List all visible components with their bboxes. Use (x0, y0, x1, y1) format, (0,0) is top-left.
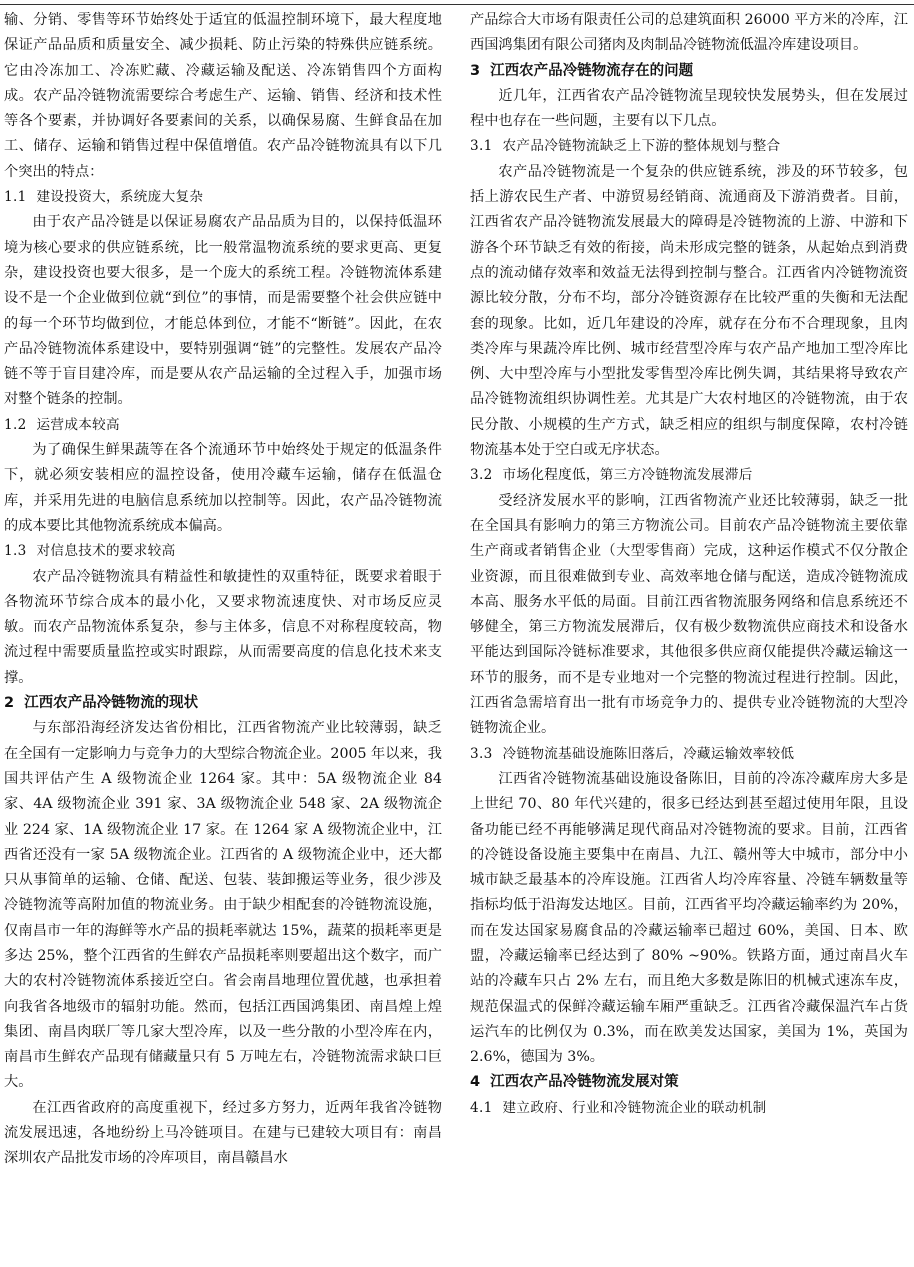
subsection-heading (470, 134, 908, 159)
heading-number: 3.1 (470, 138, 493, 155)
heading-text: 运营成本较高 (36, 416, 120, 433)
heading-number: 1.2 (4, 416, 27, 433)
heading-text: 冷链物流基础设施陈旧落后，冷藏运输效率较低 (502, 745, 795, 762)
heading-text: 建设投资大，系统庞大复杂 (36, 189, 204, 206)
heading-number: 1.1 (4, 189, 27, 206)
left-column (4, 8, 442, 1172)
heading-text: 江西农产品冷链物流存在的问题 (490, 62, 694, 79)
body-paragraph: 与东部沿海经济发达省份相比，江西省物流产业比较薄弱，缺乏在全国有一定影响力与竞争力的大型综合物流企业。2005 年以来，我国共评估产生 A 级物流企业 1264 家。其中：5A 级物流企业 84 家、4A 级物流企业 391 家、3A 级物流企业 548 家、2A 级物流企业 224 家、1A 级物流企业 17 家。在 1264 家 A 级物流企业中，江西省还没有一家 5A 级物流企业。江西省的 A 级物流企业中，还大都只从事简单的运输、仓储、配送、包装、装卸搬运等业务，很少涉及冷链物流等高附加值的物流业务。由于缺少相配套的冷链物流设施，仅南昌市一年的海鲜等水产品的损耗率就达 15%，蔬菜的损耗率更是多达 25%，整个江西省的生鲜农产品损耗率则要超出这个数字，而广大的农村冷链物流体系接近空白。省会南昌地理位置优越，也承担着向我省各地级市的辐射功能。然而，包括江西国鸿集团、南昌煌上煌集团、南昌肉联厂等几家大型冷库，以及一些分散的小型冷库在内，南昌市生鲜农产品现有储藏量只有 5 万吨左右，冷链物流需求缺口巨大。 (4, 720, 442, 1091)
heading-number: 3 (470, 62, 481, 79)
header-rule (0, 0, 914, 5)
body-paragraph: 产品综合大市场有限责任公司的总建筑面积 26000 平方米的冷库，江西国鸿集团有限公司猪肉及肉制品冷链物流低温冷库建设项目。 (470, 12, 908, 54)
heading-number: 4 (470, 1074, 481, 1091)
heading-text: 市场化程度低，第三方冷链物流发展滞后 (502, 467, 753, 484)
body-paragraph: 输、分销、零售等环节始终处于适宜的低温控制环境下，最大程度地保证产品品质和质量安全、减少损耗、防止污染的特殊供应链系统。它由冷冻加工、冷冻贮藏、冷藏运输及配送、冷冻销售四个方面构成。农产品冷链物流需要综合考虑生产、运输、销售、经济和技术性等各个要素，并协调好各要素间的关系，以确保易腐、生鲜食品在加工、储存、运输和销售过程中保值增值。农产品冷链物流具有以下几个突出的特点： (4, 12, 442, 180)
subsection-heading (470, 742, 908, 767)
heading-number: 3.2 (470, 467, 493, 484)
heading-text: 建立政府、行业和冷链物流企业的联动机制 (502, 1099, 767, 1116)
section-heading (4, 691, 442, 716)
section-heading (470, 1070, 908, 1095)
body-paragraph: 近几年，江西省农产品冷链物流呈现较快发展势头，但在发展过程中也存在一些问题，主要有以下几点。 (470, 87, 908, 130)
heading-number: 4.1 (470, 1099, 493, 1116)
heading-text: 江西农产品冷链物流发展对策 (490, 1074, 679, 1091)
subsection-heading (4, 185, 442, 210)
body-paragraph: 由于农产品冷链是以保证易腐农产品品质为目的，以保持低温环境为核心要求的供应链系统，比一般常温物流系统的要求更高、更复杂，建设投资也要大很多，是一个庞大的系统工程。冷链物流体系建设不是一个企业做到位就“到位”的事情，而是需要整个社会供应链中的每一个环节均做到位，才能总体到位，才能不“断链”。因此，在农产品冷链物流体系建设中，要特别强调“链”的完整性。发展农产品冷链不等于盲目建冷库，而是要从农产品运输的全过程入手，加强市场对整个链条的控制。 (4, 214, 442, 408)
subsection-heading (470, 1096, 908, 1121)
body-paragraph: 农产品冷链物流是一个复杂的供应链系统，涉及的环节较多，包括上游农民生产者、中游贸易经销商、流通商及下游消费者。目前，江西省农产品冷链物流发展最大的障碍是冷链物流的上游、中游和下游各个环节缺乏有效的衔接，尚未形成完整的链条，从起始点到消费点的流动储存效率和效益无法得到控制与整合。江西省内冷链物流资源比较分散，分布不均，部分冷链资源存在比较严重的失衡和无法配套的现象。比如，近几年建设的冷库，就存在分布不合理现象，且肉类冷库与果蔬冷库比例、城市经营型冷库与农产品产地加工型冷库比例、大中型冷库与小型批发零售型冷库比例失调，其结果将导致农产品冷链物流组织协调性差。尤其是广大农村地区的冷链物流，由于农民分散、小规模的生产方式，缺乏相应的组织与制度保障，农村冷链物流基本处于空白或无序状态。 (470, 163, 908, 459)
heading-text: 江西农产品冷链物流的现状 (24, 695, 199, 712)
body-paragraph: 农产品冷链物流具有精益性和敏捷性的双重特征，既要求着眼于各物流环节综合成本的最小化，又要求物流速度快、对市场反应灵敏。而农产品物流体系复杂，参与主体多，信息不对称程度较高，物流过程中需要质量监控或实时跟踪，从而需要高度的信息化技术来支撑。 (4, 568, 442, 686)
section-heading (470, 59, 908, 84)
subsection-heading (4, 413, 442, 438)
body-paragraph: 江西省冷链物流基础设施设备陈旧，目前的冷冻冷藏库房大多是上世纪 70、80 年代兴建的，很多已经达到甚至超过使用年限，且设备功能已经不再能够满足现代商品对冷链物流的要求。目前，江西省的冷链设备设施主要集中在南昌、九江、赣州等大中城市，部分中小城市缺乏最基本的冷库设施。江西省人均冷库容量、冷链车辆数量等指标均低于沿海发达地区。目前，江西省平均冷藏运输率约为 20%，而在发达国家易腐食品的冷藏运输率已超过 60%，美国、日本、欧盟，冷藏运输率已经达到了 80% ~90%。铁路方面，通过南昌火车站的冷藏车只占 2% 左右，而且绝大多数是陈旧的机械式速冻车皮，规范保温式的保鲜冷藏运输车厢严重缺乏。江西省冷藏保温汽车占货运汽车的比例仅为 0.3%，而在欧美发达国家，美国为 1%，英国为 2.6%，德国为 3%。 (470, 770, 908, 1066)
subsection-heading (470, 463, 908, 488)
heading-text: 农产品冷链物流缺乏上下游的整体规划与整合 (502, 138, 781, 155)
heading-text: 对信息技术的要求较高 (36, 543, 176, 560)
body-paragraph: 为了确保生鲜果蔬等在各个流通环节中始终处于规定的低温条件下，就必须安装相应的温控设备，使用冷藏车运输，储存在低温仓库，并采用先进的电脑信息系统加以控制等。因此，农产品冷链物流的成本要比其他物流系统成本偏高。 (4, 442, 442, 534)
body-paragraph: 受经济发展水平的影响，江西省物流产业还比较薄弱，缺乏一批在全国具有影响力的第三方物流公司。目前农产品冷链物流主要依靠生产商或者销售企业（大型零售商）完成，这种运作模式不仅分散企业资源，而且很难做到专业、高效率地仓储与配送，造成冷链物流成本高、服务水平低的局面。目前江西省物流服务网络和信息系统还不够健全，第三方物流发展滞后，仅有极少数物流供应商技术和设备水平能达到国际冷链标准要求，其他很多供应商仅能提供冷藏运输这一环节的服务，而不是专业地对一个完整的物流过程进行控制。因此，江西省急需培育出一批有市场竞争力的、提供专业冷链物流的大型冷链物流企业。 (470, 492, 908, 737)
subsection-heading (4, 539, 442, 564)
heading-number: 1.3 (4, 543, 27, 560)
body-paragraph: 在江西省政府的高度重视下，经过多方努力，近两年我省冷链物流发展迅速，各地纷纷上马冷链项目。在建与已建较大项目有：南昌深圳农产品批发市场的冷库项目，南昌赣昌水 (4, 1099, 442, 1167)
heading-number: 3.3 (470, 745, 493, 762)
right-column (470, 8, 908, 1121)
heading-number: 2 (4, 695, 15, 712)
